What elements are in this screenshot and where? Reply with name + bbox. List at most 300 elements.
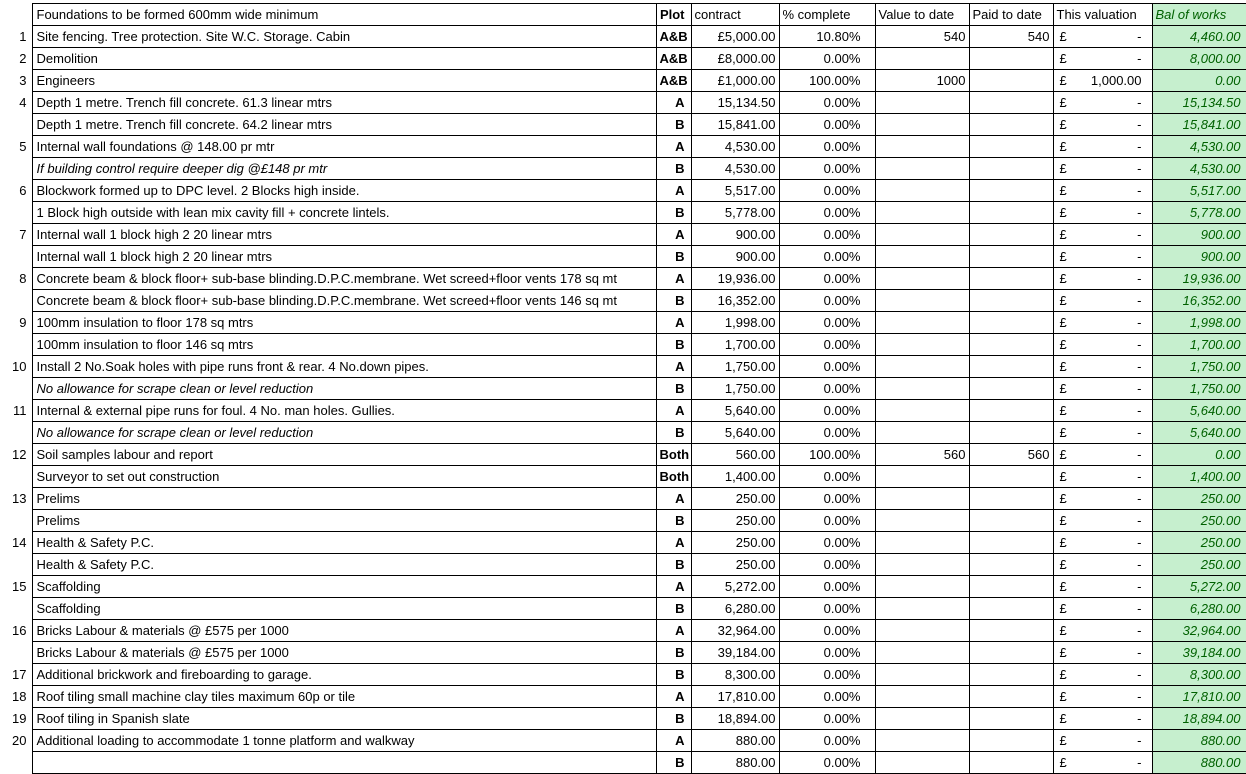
paid-to-date-cell[interactable] <box>969 378 1053 400</box>
plot-cell[interactable]: B <box>656 114 691 136</box>
bal-of-works-cell[interactable]: 6,280.00 <box>1152 598 1246 620</box>
contract-cell[interactable]: 32,964.00 <box>691 620 779 642</box>
this-valuation-cell[interactable] <box>1053 136 1152 158</box>
percent-complete-cell[interactable]: 0.00% <box>779 158 875 180</box>
description-cell[interactable]: Install 2 No.Soak holes with pipe runs front & rear. 4 No.down pipes. <box>32 356 656 378</box>
paid-to-date-cell[interactable]: 560 <box>969 444 1053 466</box>
row-number[interactable] <box>0 290 32 312</box>
plot-cell[interactable]: B <box>656 752 691 774</box>
value-to-date-cell[interactable] <box>875 378 969 400</box>
this-valuation-cell[interactable] <box>1053 422 1152 444</box>
value-to-date-cell[interactable] <box>875 576 969 598</box>
contract-cell[interactable]: 5,778.00 <box>691 202 779 224</box>
this-valuation-cell[interactable] <box>1053 576 1152 598</box>
bal-of-works-cell[interactable]: 250.00 <box>1152 532 1246 554</box>
contract-cell[interactable]: 16,352.00 <box>691 290 779 312</box>
row-number[interactable]: 5 <box>0 136 32 158</box>
row-number[interactable]: 20 <box>0 730 32 752</box>
this-valuation-cell[interactable] <box>1053 334 1152 356</box>
this-valuation-cell[interactable] <box>1053 730 1152 752</box>
contract-cell[interactable]: 1,700.00 <box>691 334 779 356</box>
row-number[interactable] <box>0 422 32 444</box>
description-cell[interactable]: Internal wall 1 block high 2 20 linear mtrs <box>32 246 656 268</box>
value-to-date-cell[interactable] <box>875 488 969 510</box>
percent-complete-cell[interactable]: 0.00% <box>779 48 875 70</box>
plot-cell[interactable]: B <box>656 334 691 356</box>
percent-complete-cell[interactable]: 0.00% <box>779 136 875 158</box>
value-to-date-cell[interactable] <box>875 334 969 356</box>
percent-complete-cell[interactable]: 100.00% <box>779 444 875 466</box>
plot-cell[interactable]: B <box>656 642 691 664</box>
plot-cell[interactable]: A <box>656 532 691 554</box>
contract-cell[interactable]: 5,640.00 <box>691 422 779 444</box>
this-valuation-cell[interactable] <box>1053 202 1152 224</box>
value-to-date-cell[interactable] <box>875 224 969 246</box>
plot-cell[interactable]: A <box>656 180 691 202</box>
bal-of-works-cell[interactable]: 250.00 <box>1152 510 1246 532</box>
bal-of-works-cell[interactable]: 880.00 <box>1152 730 1246 752</box>
percent-complete-cell[interactable]: 0.00% <box>779 400 875 422</box>
value-to-date-cell[interactable] <box>875 290 969 312</box>
paid-to-date-cell[interactable] <box>969 400 1053 422</box>
row-number[interactable]: 2 <box>0 48 32 70</box>
this-valuation-cell[interactable] <box>1053 378 1152 400</box>
paid-to-date-cell[interactable] <box>969 202 1053 224</box>
paid-to-date-cell[interactable] <box>969 730 1053 752</box>
bal-of-works-cell[interactable]: 250.00 <box>1152 554 1246 576</box>
this-valuation-cell[interactable] <box>1053 400 1152 422</box>
description-cell[interactable]: No allowance for scrape clean or level reduction <box>32 422 656 444</box>
plot-cell[interactable]: B <box>656 246 691 268</box>
row-number[interactable]: 7 <box>0 224 32 246</box>
description-cell[interactable] <box>32 752 656 774</box>
row-number[interactable]: 11 <box>0 400 32 422</box>
bal-of-works-cell[interactable]: 17,810.00 <box>1152 686 1246 708</box>
description-cell[interactable]: Internal wall 1 block high 2 20 linear mtrs <box>32 224 656 246</box>
contract-cell[interactable]: 17,810.00 <box>691 686 779 708</box>
this-valuation-cell[interactable] <box>1053 312 1152 334</box>
value-to-date-cell[interactable]: 540 <box>875 26 969 48</box>
bal-of-works-cell[interactable]: 5,272.00 <box>1152 576 1246 598</box>
header-paid-to-date[interactable]: Paid to date <box>969 4 1053 26</box>
contract-cell[interactable]: 15,841.00 <box>691 114 779 136</box>
description-cell[interactable]: 100mm insulation to floor 178 sq mtrs <box>32 312 656 334</box>
description-cell[interactable]: Additional loading to accommodate 1 tonne platform and walkway <box>32 730 656 752</box>
paid-to-date-cell[interactable] <box>969 642 1053 664</box>
percent-complete-cell[interactable]: 0.00% <box>779 620 875 642</box>
percent-complete-cell[interactable]: 0.00% <box>779 92 875 114</box>
row-number[interactable] <box>0 510 32 532</box>
row-number[interactable] <box>0 598 32 620</box>
percent-complete-cell[interactable]: 0.00% <box>779 708 875 730</box>
description-cell[interactable]: Scaffolding <box>32 598 656 620</box>
contract-cell[interactable]: 1,750.00 <box>691 356 779 378</box>
row-number[interactable] <box>0 642 32 664</box>
value-to-date-cell[interactable] <box>875 202 969 224</box>
bal-of-works-cell[interactable]: 1,400.00 <box>1152 466 1246 488</box>
value-to-date-cell[interactable] <box>875 730 969 752</box>
percent-complete-cell[interactable]: 0.00% <box>779 752 875 774</box>
this-valuation-cell[interactable] <box>1053 48 1152 70</box>
paid-to-date-cell[interactable] <box>969 70 1053 92</box>
this-valuation-cell[interactable] <box>1053 554 1152 576</box>
paid-to-date-cell[interactable] <box>969 708 1053 730</box>
paid-to-date-cell[interactable] <box>969 598 1053 620</box>
description-cell[interactable]: Soil samples labour and report <box>32 444 656 466</box>
percent-complete-cell[interactable]: 0.00% <box>779 268 875 290</box>
plot-cell[interactable]: B <box>656 422 691 444</box>
percent-complete-cell[interactable]: 0.00% <box>779 642 875 664</box>
plot-cell[interactable]: B <box>656 158 691 180</box>
description-cell[interactable]: Concrete beam & block floor+ sub-base blinding.D.P.C.membrane. Wet screed+floor vents 146 sq mt <box>32 290 656 312</box>
percent-complete-cell[interactable]: 0.00% <box>779 202 875 224</box>
contract-cell[interactable]: 250.00 <box>691 510 779 532</box>
bal-of-works-cell[interactable]: 900.00 <box>1152 224 1246 246</box>
paid-to-date-cell[interactable] <box>969 290 1053 312</box>
contract-cell[interactable]: 19,936.00 <box>691 268 779 290</box>
plot-cell[interactable]: A <box>656 312 691 334</box>
value-to-date-cell[interactable] <box>875 312 969 334</box>
description-cell[interactable]: Depth 1 metre. Trench fill concrete. 61.3 linear mtrs <box>32 92 656 114</box>
description-cell[interactable]: Scaffolding <box>32 576 656 598</box>
this-valuation-cell[interactable] <box>1053 246 1152 268</box>
plot-cell[interactable]: A <box>656 136 691 158</box>
paid-to-date-cell[interactable] <box>969 752 1053 774</box>
percent-complete-cell[interactable]: 0.00% <box>779 378 875 400</box>
row-number[interactable]: 1 <box>0 26 32 48</box>
description-cell[interactable]: Roof tiling small machine clay tiles maximum 60p or tile <box>32 686 656 708</box>
value-to-date-cell[interactable] <box>875 136 969 158</box>
this-valuation-cell[interactable] <box>1053 92 1152 114</box>
this-valuation-cell[interactable] <box>1053 686 1152 708</box>
value-to-date-cell[interactable]: 560 <box>875 444 969 466</box>
plot-cell[interactable]: A <box>656 730 691 752</box>
bal-of-works-cell[interactable]: 4,530.00 <box>1152 158 1246 180</box>
bal-of-works-cell[interactable]: 1,700.00 <box>1152 334 1246 356</box>
this-valuation-cell[interactable] <box>1053 444 1152 466</box>
this-valuation-cell[interactable] <box>1053 70 1152 92</box>
contract-cell[interactable]: 4,530.00 <box>691 136 779 158</box>
header-bal-of-works[interactable]: Bal of works <box>1152 4 1246 26</box>
value-to-date-cell[interactable] <box>875 114 969 136</box>
this-valuation-cell[interactable] <box>1053 642 1152 664</box>
description-cell[interactable]: Internal wall foundations @ 148.00 pr mtr <box>32 136 656 158</box>
percent-complete-cell[interactable]: 0.00% <box>779 730 875 752</box>
bal-of-works-cell[interactable]: 5,640.00 <box>1152 400 1246 422</box>
plot-cell[interactable]: B <box>656 554 691 576</box>
value-to-date-cell[interactable] <box>875 246 969 268</box>
value-to-date-cell[interactable] <box>875 48 969 70</box>
this-valuation-cell[interactable] <box>1053 752 1152 774</box>
this-valuation-cell[interactable] <box>1053 356 1152 378</box>
row-number[interactable] <box>0 246 32 268</box>
value-to-date-cell[interactable] <box>875 532 969 554</box>
contract-cell[interactable]: 15,134.50 <box>691 92 779 114</box>
value-to-date-cell[interactable] <box>875 598 969 620</box>
percent-complete-cell[interactable]: 0.00% <box>779 246 875 268</box>
bal-of-works-cell[interactable]: 5,778.00 <box>1152 202 1246 224</box>
contract-cell[interactable]: 5,640.00 <box>691 400 779 422</box>
bal-of-works-cell[interactable]: 5,640.00 <box>1152 422 1246 444</box>
paid-to-date-cell[interactable] <box>969 488 1053 510</box>
header-this-valuation[interactable]: This valuation <box>1053 4 1152 26</box>
plot-cell[interactable]: A <box>656 224 691 246</box>
contract-cell[interactable]: £1,000.00 <box>691 70 779 92</box>
plot-cell[interactable]: B <box>656 664 691 686</box>
percent-complete-cell[interactable]: 0.00% <box>779 466 875 488</box>
this-valuation-cell[interactable] <box>1053 620 1152 642</box>
this-valuation-cell[interactable] <box>1053 114 1152 136</box>
value-to-date-cell[interactable] <box>875 466 969 488</box>
plot-cell[interactable]: B <box>656 378 691 400</box>
contract-cell[interactable]: 8,300.00 <box>691 664 779 686</box>
bal-of-works-cell[interactable]: 4,460.00 <box>1152 26 1246 48</box>
percent-complete-cell[interactable]: 0.00% <box>779 598 875 620</box>
description-cell[interactable]: Engineers <box>32 70 656 92</box>
description-cell[interactable]: Internal & external pipe runs for foul. 4 No. man holes. Gullies. <box>32 400 656 422</box>
percent-complete-cell[interactable]: 0.00% <box>779 554 875 576</box>
value-to-date-cell[interactable] <box>875 356 969 378</box>
header-plot[interactable]: Plot <box>656 4 691 26</box>
plot-cell[interactable]: B <box>656 202 691 224</box>
paid-to-date-cell[interactable] <box>969 554 1053 576</box>
bal-of-works-cell[interactable]: 0.00 <box>1152 444 1246 466</box>
bal-of-works-cell[interactable]: 18,894.00 <box>1152 708 1246 730</box>
plot-cell[interactable]: A <box>656 400 691 422</box>
this-valuation-cell[interactable] <box>1053 224 1152 246</box>
contract-cell[interactable]: 880.00 <box>691 730 779 752</box>
row-number[interactable] <box>0 334 32 356</box>
contract-cell[interactable]: 250.00 <box>691 532 779 554</box>
value-to-date-cell[interactable] <box>875 664 969 686</box>
contract-cell[interactable]: 4,530.00 <box>691 158 779 180</box>
paid-to-date-cell[interactable] <box>969 48 1053 70</box>
this-valuation-cell[interactable] <box>1053 466 1152 488</box>
plot-cell[interactable]: Both <box>656 444 691 466</box>
value-to-date-cell[interactable] <box>875 158 969 180</box>
percent-complete-cell[interactable]: 0.00% <box>779 576 875 598</box>
percent-complete-cell[interactable]: 0.00% <box>779 686 875 708</box>
paid-to-date-cell[interactable] <box>969 92 1053 114</box>
paid-to-date-cell[interactable] <box>969 620 1053 642</box>
header-contract[interactable]: contract <box>691 4 779 26</box>
plot-cell[interactable]: A <box>656 92 691 114</box>
description-cell[interactable]: Prelims <box>32 510 656 532</box>
this-valuation-cell[interactable] <box>1053 26 1152 48</box>
description-cell[interactable]: Health & Safety P.C. <box>32 532 656 554</box>
row-number[interactable] <box>0 378 32 400</box>
description-cell[interactable]: Site fencing. Tree protection. Site W.C. Storage. Cabin <box>32 26 656 48</box>
paid-to-date-cell[interactable] <box>969 422 1053 444</box>
value-to-date-cell[interactable] <box>875 268 969 290</box>
row-number[interactable]: 9 <box>0 312 32 334</box>
value-to-date-cell[interactable] <box>875 92 969 114</box>
bal-of-works-cell[interactable]: 250.00 <box>1152 488 1246 510</box>
contract-cell[interactable]: 560.00 <box>691 444 779 466</box>
row-number[interactable]: 6 <box>0 180 32 202</box>
description-cell[interactable]: No allowance for scrape clean or level reduction <box>32 378 656 400</box>
contract-cell[interactable]: 5,272.00 <box>691 576 779 598</box>
paid-to-date-cell[interactable] <box>969 136 1053 158</box>
percent-complete-cell[interactable]: 10.80% <box>779 26 875 48</box>
value-to-date-cell[interactable] <box>875 708 969 730</box>
row-number[interactable]: 8 <box>0 268 32 290</box>
plot-cell[interactable]: B <box>656 708 691 730</box>
percent-complete-cell[interactable]: 0.00% <box>779 664 875 686</box>
paid-to-date-cell[interactable] <box>969 664 1053 686</box>
plot-cell[interactable]: A <box>656 620 691 642</box>
description-cell[interactable]: Health & Safety P.C. <box>32 554 656 576</box>
paid-to-date-cell[interactable]: 540 <box>969 26 1053 48</box>
row-number[interactable]: 18 <box>0 686 32 708</box>
paid-to-date-cell[interactable] <box>969 158 1053 180</box>
row-number[interactable]: 10 <box>0 356 32 378</box>
row-number[interactable]: 19 <box>0 708 32 730</box>
percent-complete-cell[interactable]: 0.00% <box>779 312 875 334</box>
percent-complete-cell[interactable]: 0.00% <box>779 532 875 554</box>
description-cell[interactable]: Surveyor to set out construction <box>32 466 656 488</box>
plot-cell[interactable]: A <box>656 686 691 708</box>
bal-of-works-cell[interactable]: 32,964.00 <box>1152 620 1246 642</box>
plot-cell[interactable]: A <box>656 268 691 290</box>
paid-to-date-cell[interactable] <box>969 356 1053 378</box>
this-valuation-cell[interactable] <box>1053 510 1152 532</box>
value-to-date-cell[interactable] <box>875 642 969 664</box>
plot-cell[interactable]: B <box>656 598 691 620</box>
percent-complete-cell[interactable]: 0.00% <box>779 422 875 444</box>
bal-of-works-cell[interactable]: 1,998.00 <box>1152 312 1246 334</box>
paid-to-date-cell[interactable] <box>969 312 1053 334</box>
percent-complete-cell[interactable]: 0.00% <box>779 334 875 356</box>
this-valuation-cell[interactable] <box>1053 664 1152 686</box>
value-to-date-cell[interactable]: 1000 <box>875 70 969 92</box>
percent-complete-cell[interactable]: 0.00% <box>779 180 875 202</box>
value-to-date-cell[interactable] <box>875 400 969 422</box>
row-number[interactable]: 3 <box>0 70 32 92</box>
description-cell[interactable]: Concrete beam & block floor+ sub-base blinding.D.P.C.membrane. Wet screed+floor vents 178 sq mt <box>32 268 656 290</box>
header-value-to-date[interactable]: Value to date <box>875 4 969 26</box>
value-to-date-cell[interactable] <box>875 554 969 576</box>
paid-to-date-cell[interactable] <box>969 510 1053 532</box>
plot-cell[interactable]: B <box>656 290 691 312</box>
percent-complete-cell[interactable]: 0.00% <box>779 488 875 510</box>
row-number[interactable]: 16 <box>0 620 32 642</box>
bal-of-works-cell[interactable]: 16,352.00 <box>1152 290 1246 312</box>
value-to-date-cell[interactable] <box>875 752 969 774</box>
bal-of-works-cell[interactable]: 0.00 <box>1152 70 1246 92</box>
value-to-date-cell[interactable] <box>875 510 969 532</box>
plot-cell[interactable]: A <box>656 356 691 378</box>
this-valuation-cell[interactable] <box>1053 158 1152 180</box>
row-number[interactable] <box>0 202 32 224</box>
description-cell[interactable]: Prelims <box>32 488 656 510</box>
percent-complete-cell[interactable]: 0.00% <box>779 356 875 378</box>
paid-to-date-cell[interactable] <box>969 532 1053 554</box>
percent-complete-cell[interactable]: 0.00% <box>779 510 875 532</box>
contract-cell[interactable]: 250.00 <box>691 554 779 576</box>
this-valuation-cell[interactable] <box>1053 488 1152 510</box>
paid-to-date-cell[interactable] <box>969 268 1053 290</box>
contract-cell[interactable]: £8,000.00 <box>691 48 779 70</box>
row-number[interactable] <box>0 466 32 488</box>
bal-of-works-cell[interactable]: 5,517.00 <box>1152 180 1246 202</box>
bal-of-works-cell[interactable]: 1,750.00 <box>1152 356 1246 378</box>
contract-cell[interactable]: 1,400.00 <box>691 466 779 488</box>
contract-cell[interactable]: 1,998.00 <box>691 312 779 334</box>
row-number[interactable]: 4 <box>0 92 32 114</box>
contract-cell[interactable]: 6,280.00 <box>691 598 779 620</box>
contract-cell[interactable]: £5,000.00 <box>691 26 779 48</box>
paid-to-date-cell[interactable] <box>969 686 1053 708</box>
contract-cell[interactable]: 250.00 <box>691 488 779 510</box>
value-to-date-cell[interactable] <box>875 422 969 444</box>
row-number[interactable] <box>0 114 32 136</box>
bal-of-works-cell[interactable]: 1,750.00 <box>1152 378 1246 400</box>
percent-complete-cell[interactable]: 0.00% <box>779 224 875 246</box>
description-cell[interactable]: Depth 1 metre. Trench fill concrete. 64.2 linear mtrs <box>32 114 656 136</box>
this-valuation-cell[interactable] <box>1053 180 1152 202</box>
row-number[interactable]: 14 <box>0 532 32 554</box>
bal-of-works-cell[interactable]: 8,300.00 <box>1152 664 1246 686</box>
plot-cell[interactable]: A <box>656 576 691 598</box>
row-number[interactable] <box>0 752 32 774</box>
contract-cell[interactable]: 900.00 <box>691 224 779 246</box>
this-valuation-cell[interactable] <box>1053 532 1152 554</box>
this-valuation-cell[interactable] <box>1053 598 1152 620</box>
bal-of-works-cell[interactable]: 880.00 <box>1152 752 1246 774</box>
bal-of-works-cell[interactable]: 8,000.00 <box>1152 48 1246 70</box>
description-cell[interactable]: If building control require deeper dig @£148 pr mtr <box>32 158 656 180</box>
value-to-date-cell[interactable] <box>875 620 969 642</box>
bal-of-works-cell[interactable]: 39,184.00 <box>1152 642 1246 664</box>
paid-to-date-cell[interactable] <box>969 224 1053 246</box>
percent-complete-cell[interactable]: 0.00% <box>779 114 875 136</box>
contract-cell[interactable]: 880.00 <box>691 752 779 774</box>
row-number[interactable]: 12 <box>0 444 32 466</box>
value-to-date-cell[interactable] <box>875 686 969 708</box>
header-description[interactable]: Foundations to be formed 600mm wide minimum <box>32 4 656 26</box>
row-number[interactable]: 17 <box>0 664 32 686</box>
contract-cell[interactable]: 5,517.00 <box>691 180 779 202</box>
paid-to-date-cell[interactable] <box>969 180 1053 202</box>
plot-cell[interactable]: A&B <box>656 70 691 92</box>
paid-to-date-cell[interactable] <box>969 576 1053 598</box>
description-cell[interactable]: 100mm insulation to floor 146 sq mtrs <box>32 334 656 356</box>
description-cell[interactable]: Blockwork formed up to DPC level. 2 Blocks high inside. <box>32 180 656 202</box>
plot-cell[interactable]: Both <box>656 466 691 488</box>
plot-cell[interactable]: A&B <box>656 48 691 70</box>
description-cell[interactable]: Demolition <box>32 48 656 70</box>
paid-to-date-cell[interactable] <box>969 246 1053 268</box>
contract-cell[interactable]: 900.00 <box>691 246 779 268</box>
row-number[interactable] <box>0 554 32 576</box>
percent-complete-cell[interactable]: 100.00% <box>779 70 875 92</box>
bal-of-works-cell[interactable]: 15,134.50 <box>1152 92 1246 114</box>
description-cell[interactable]: 1 Block high outside with lean mix cavity fill + concrete lintels. <box>32 202 656 224</box>
paid-to-date-cell[interactable] <box>969 466 1053 488</box>
value-to-date-cell[interactable] <box>875 180 969 202</box>
plot-cell[interactable]: A&B <box>656 26 691 48</box>
row-number[interactable] <box>0 158 32 180</box>
this-valuation-cell[interactable] <box>1053 290 1152 312</box>
paid-to-date-cell[interactable] <box>969 114 1053 136</box>
description-cell[interactable]: Roof tiling in Spanish slate <box>32 708 656 730</box>
header-percent-complete[interactable]: % complete <box>779 4 875 26</box>
plot-cell[interactable]: A <box>656 488 691 510</box>
this-valuation-cell[interactable] <box>1053 708 1152 730</box>
bal-of-works-cell[interactable]: 15,841.00 <box>1152 114 1246 136</box>
this-valuation-cell[interactable] <box>1053 268 1152 290</box>
